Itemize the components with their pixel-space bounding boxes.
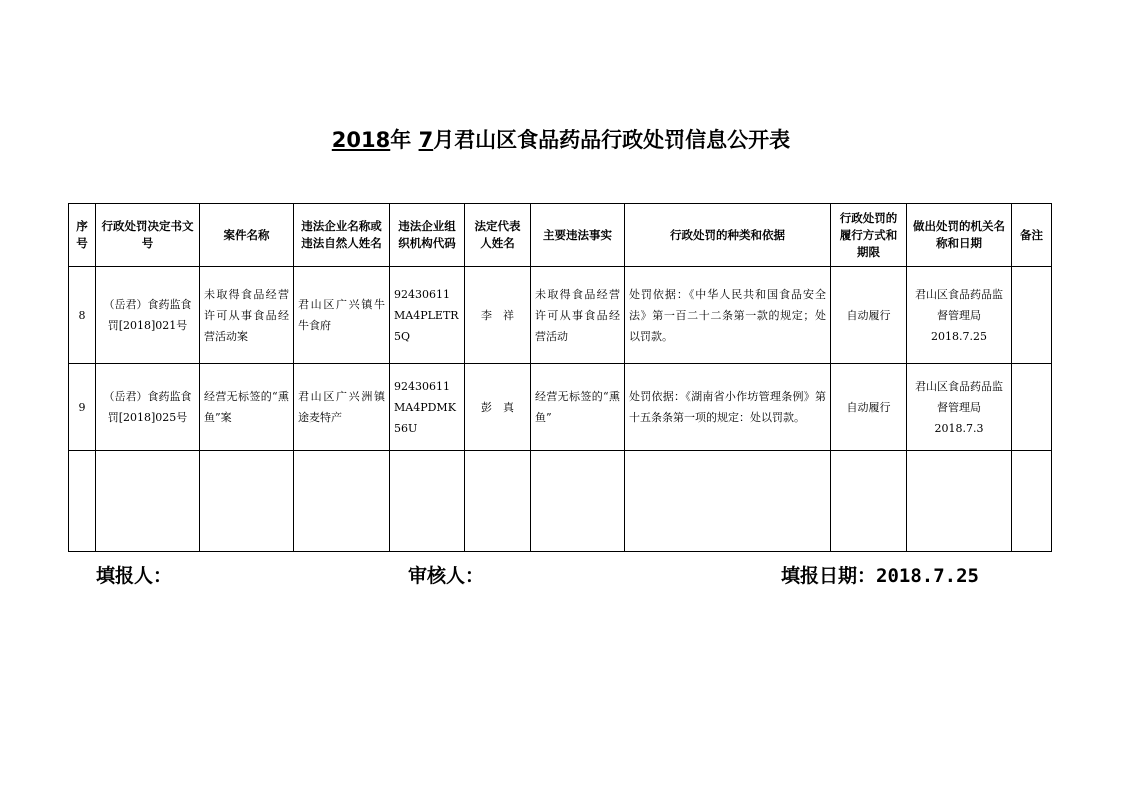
- cell-basis: 处罚依据：《中华人民共和国食品安全法》第一百二十二条第一款的规定；处以罚款。: [625, 267, 831, 364]
- fill-date: [781, 561, 979, 588]
- cell-empty: [294, 451, 390, 552]
- cell-org-code: 92430611MA4PDMK56U: [390, 364, 465, 451]
- table-row: [69, 364, 1052, 451]
- header-doc-no: 行政处罚决定书文号: [96, 204, 200, 267]
- header-org-code: 违法企业组织机构代码: [390, 204, 465, 267]
- title-year: 2018: [331, 128, 391, 152]
- cell-org-code: 92430611MA4PLETR5Q: [390, 267, 465, 364]
- cell-method: 自动履行: [831, 364, 907, 451]
- cell-party: 君山区广兴洲镇途麦特产: [294, 364, 390, 451]
- cell-remark: [1012, 364, 1052, 451]
- header-party: 违法企业名称或违法自然人姓名: [294, 204, 390, 267]
- penalty-table: [68, 203, 1052, 552]
- table-header-row: [69, 204, 1052, 267]
- fill-date-value: 2018.7.25: [876, 565, 979, 587]
- cell-empty: [390, 451, 465, 552]
- header-no: 序号: [69, 204, 96, 267]
- cell-empty: [1012, 451, 1052, 552]
- cell-empty: [465, 451, 531, 552]
- cell-no: 9: [69, 364, 96, 451]
- table-row: [69, 267, 1052, 364]
- header-facts: 主要违法事实: [531, 204, 625, 267]
- cell-authority: [907, 267, 1012, 364]
- cell-rep: 彭 真: [465, 364, 531, 451]
- cell-case-name: 未取得食品经营许可从事食品经营活动案: [200, 267, 294, 364]
- cell-remark: [1012, 267, 1052, 364]
- cell-empty: [69, 451, 96, 552]
- cell-no: 8: [69, 267, 96, 364]
- cell-authority: [907, 364, 1012, 451]
- page-title: [0, 124, 1122, 154]
- cell-empty: [200, 451, 294, 552]
- cell-empty: [625, 451, 831, 552]
- cell-case-name: 经营无标签的“熏鱼”案: [200, 364, 294, 451]
- authority-name: 君山区食品药品监督管理局: [915, 287, 1003, 322]
- authority-name: 君山区食品药品监督管理局: [915, 379, 1003, 414]
- title-month: 7: [418, 128, 434, 152]
- title-rest: 月君山区食品药品行政处罚信息公开表: [433, 128, 791, 152]
- authority-date: 2018.7.3: [934, 421, 984, 435]
- title-year-suffix: 年: [390, 128, 419, 152]
- filler-label: 填报人：: [96, 565, 173, 587]
- header-method: 行政处罚的履行方式和期限: [831, 204, 907, 267]
- cell-party: 君山区广兴镇牛牛食府: [294, 267, 390, 364]
- cell-empty: [831, 451, 907, 552]
- cell-basis: 处罚依据：《湖南省小作坊管理条例》第十五条条第一项的规定：处以罚款。: [625, 364, 831, 451]
- authority-date: 2018.7.25: [931, 329, 987, 343]
- cell-doc-no: （岳君）食药监食罚[2018]021号: [96, 267, 200, 364]
- cell-empty: [531, 451, 625, 552]
- cell-facts: 未取得食品经营许可从事食品经营活动: [531, 267, 625, 364]
- header-rep: 法定代表人姓名: [465, 204, 531, 267]
- fill-date-label: 填报日期：: [781, 565, 877, 587]
- header-case-name: 案件名称: [200, 204, 294, 267]
- cell-facts: 经营无标签的“熏鱼”: [531, 364, 625, 451]
- header-authority: 做出处罚的机关名称和日期: [907, 204, 1012, 267]
- reviewer-label: 审核人：: [408, 565, 485, 587]
- cell-method: 自动履行: [831, 267, 907, 364]
- header-basis: 行政处罚的种类和依据: [625, 204, 831, 267]
- cell-empty: [907, 451, 1012, 552]
- cell-rep: 李 祥: [465, 267, 531, 364]
- cell-empty: [96, 451, 200, 552]
- header-remark: 备注: [1012, 204, 1052, 267]
- table-row-empty: [69, 451, 1052, 552]
- cell-doc-no: （岳君）食药监食罚[2018]025号: [96, 364, 200, 451]
